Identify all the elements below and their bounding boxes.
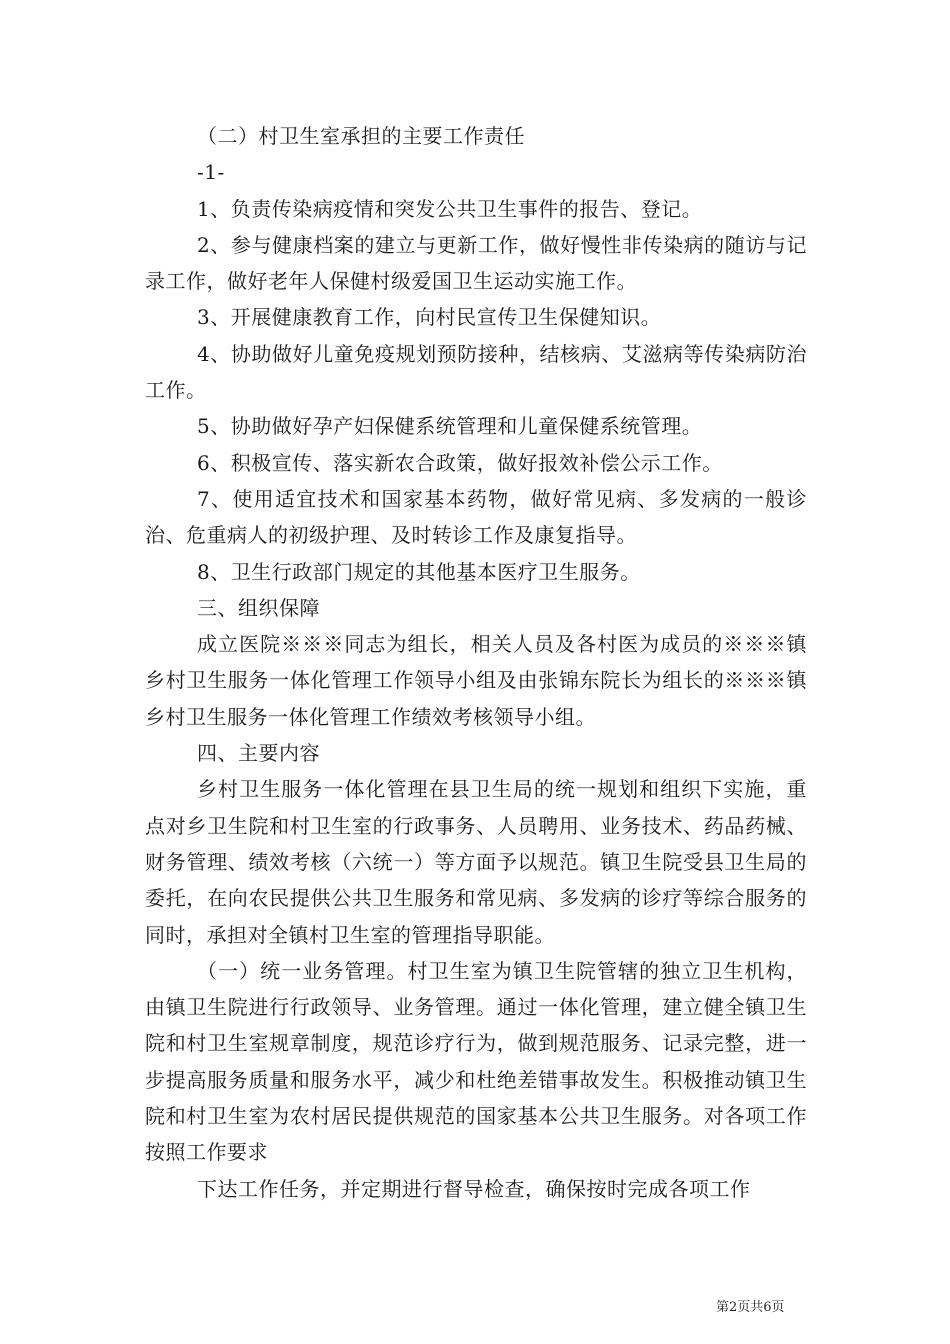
organization-paragraph: 成立医院※※※同志为组长，相关人员及各村医为成员的※※※镇乡村卫生服务一体化管理工作领导小组及由张锦东院长为组长的※※※镇乡村卫生服务一体化管理工作绩效考核领导小组。: [145, 632, 807, 729]
document-body: [145, 118, 807, 1207]
unified-business-management-paragraph: （一）统一业务管理。村卫生室为镇卫生院管辖的独立卫生机构，由镇卫生院进行行政领导、业务管理。通过一体化管理，建立健全镇卫生院和村卫生室规章制度，规范诊疗行为，做到规范服务、记录完整，进一步提高服务质量和服务水平，减少和杜绝差错事故发生。积极推动镇卫生院和村卫生室为农村居民提供规范的国家基本公共卫生服务。对各项工作按照工作要求: [145, 958, 807, 1165]
section-heading-village-clinic-duties: （二）村卫生室承担的主要工作责任: [197, 124, 525, 148]
duty-item-7: 7、使用适宜技术和国家基本药物，做好常见病、多发病的一般诊治、危重病人的初级护理、及时转诊工作及康复指导。: [145, 486, 807, 548]
duty-item-1: 1、负责传染病疫情和突发公共卫生事件的报告、登记。: [197, 196, 703, 221]
main-content-paragraph: 乡村卫生服务一体化管理在县卫生局的统一规划和组织下实施，重点对乡卫生院和村卫生室的行政事务、人员聘用、业务技术、药品药械、财务管理、绩效考核（六统一）等方面予以规范。镇卫生院受县卫生局的委托，在向农民提供公共卫生服务和常见病、多发病的诊疗等综合服务的同时，承担对全镇村卫生室的管理指导职能。: [145, 777, 807, 947]
page-number-footer: 第2页共6页: [716, 1300, 785, 1315]
task-assignment-paragraph: 下达工作任务，并定期进行督导检查，确保按时完成各项工作: [197, 1176, 751, 1201]
page-marker: -1-: [197, 160, 225, 185]
duty-item-5: 5、协助做好孕产妇保健系统管理和儿童保健系统管理。: [197, 414, 703, 439]
section-heading-main-content: 四、主要内容: [197, 741, 320, 766]
duty-item-2: 2、参与健康档案的建立与更新工作，做好慢性非传染病的随访与记录工作，做好老年人保健村级爱国卫生运动实施工作。: [145, 232, 807, 294]
duty-item-4: 4、协助做好儿童免疫规划预防接种，结核病、艾滋病等传染病防治工作。: [145, 341, 807, 403]
duty-item-3: 3、开展健康教育工作，向村民宣传卫生保健知识。: [197, 305, 662, 330]
duty-item-8: 8、卫生行政部门规定的其他基本医疗卫生服务。: [197, 559, 641, 584]
section-heading-organization: 三、组织保障: [197, 595, 320, 620]
duty-item-6: 6、积极宣传、落实新农合政策，做好报效补偿公示工作。: [197, 450, 723, 475]
